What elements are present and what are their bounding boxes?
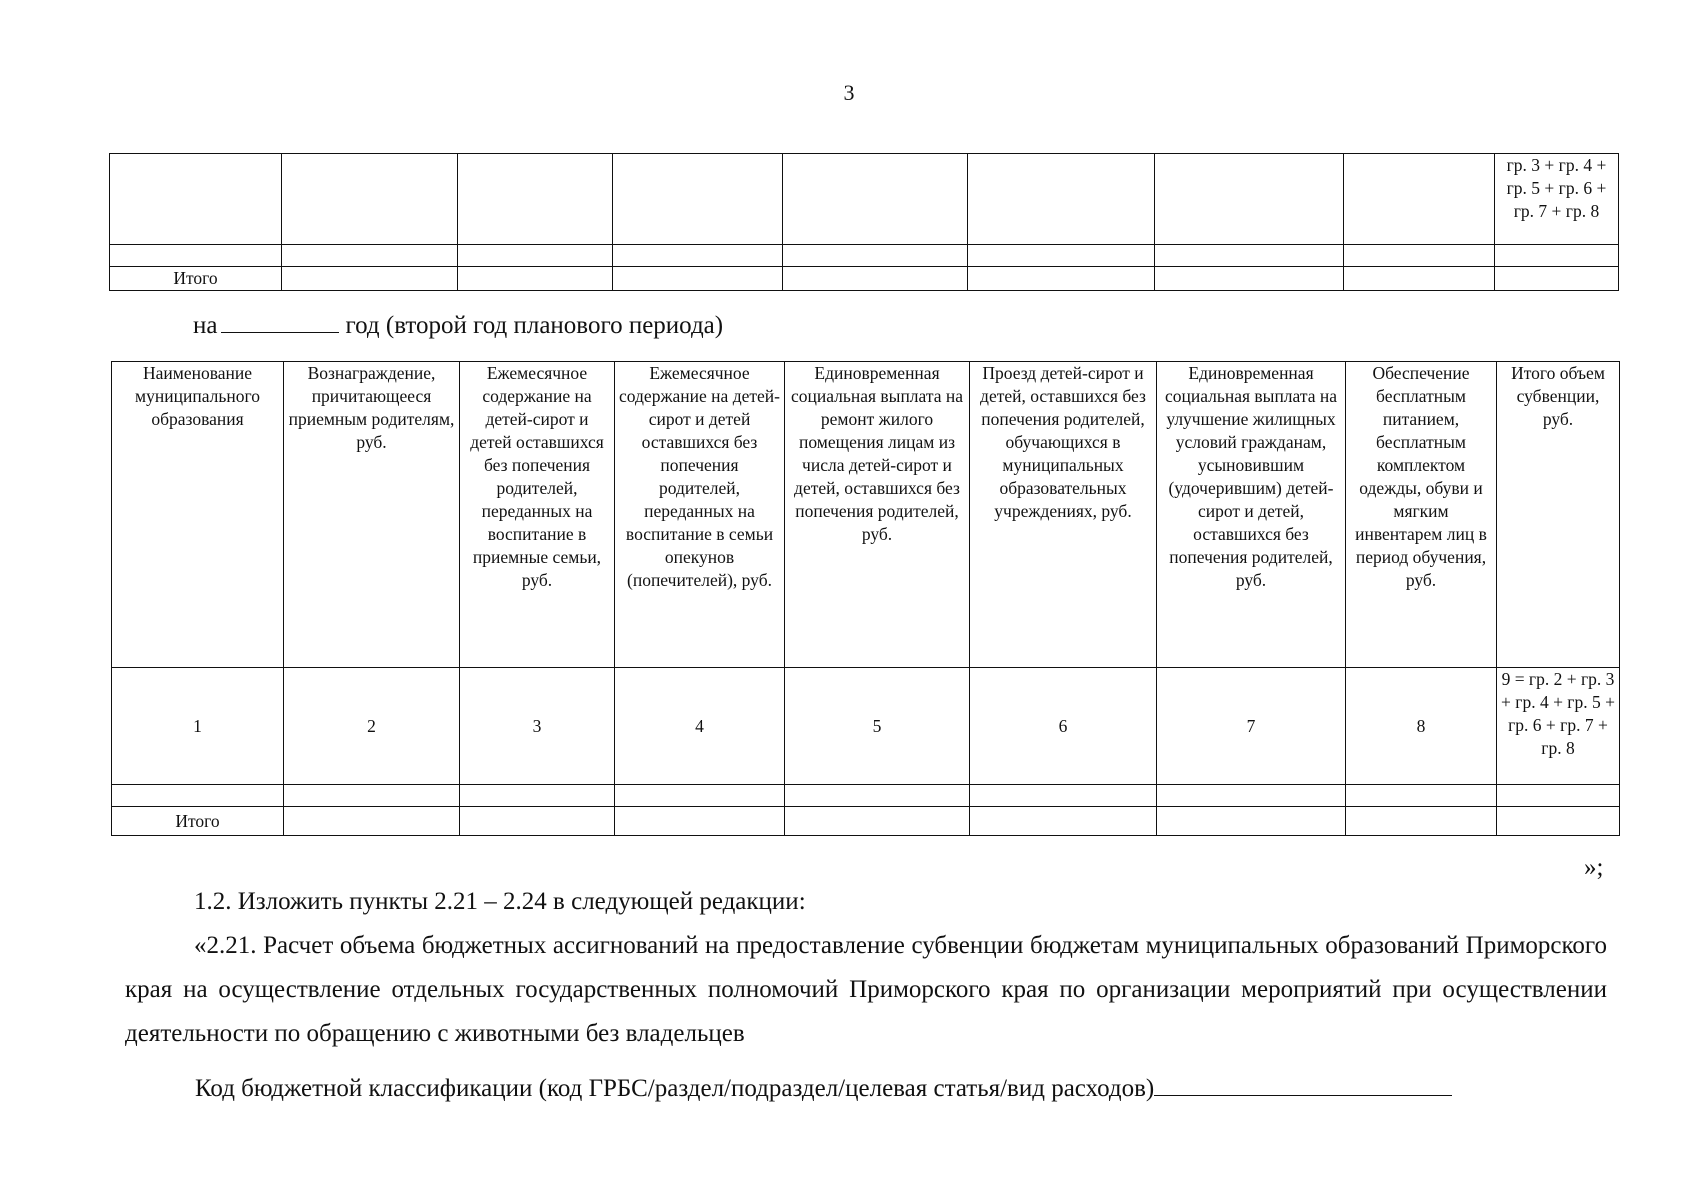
column-number: 2	[284, 668, 460, 785]
closing-quote: »;	[1584, 854, 1604, 881]
header-remuneration: Вознаграждение, причитающееся приемным родителям, руб.	[284, 362, 460, 668]
paragraph-1-2: 1.2. Изложить пункты 2.21 – 2.24 в следующей редакции:	[194, 888, 806, 915]
period-heading	[193, 310, 723, 340]
paragraph-2-21: «2.21. Расчет объема бюджетных ассигнований на предоставление субвенции бюджетам муниципальных образований Приморского края на осуществление отдельных государственных полномочий Приморского края по организации мероприятий при осуществлении деятельности по обращению с животными без владельцев	[125, 932, 1607, 1047]
subvention-table	[111, 361, 1620, 836]
column-number: 6	[970, 668, 1157, 785]
header-free-provision: Обеспечение бесплатным питанием, бесплатным комплектом одежды, обуви и мягким инвентарем лиц в период обучения, руб.	[1346, 362, 1497, 668]
table-row	[110, 245, 1619, 267]
total-label: Итого	[112, 807, 284, 836]
continuation-table	[109, 153, 1619, 291]
header-guardian-families: Ежемесячное содержание на детей-сирот и детей оставшихся без попечения родителей, переданных на воспитание в семьи опекунов (попечителей), руб.	[615, 362, 785, 668]
formula-cell: гр. 3 + гр. 4 + гр. 5 + гр. 6 + гр. 7 + гр. 8	[1495, 154, 1619, 245]
heading-suffix: год (второй год планового периода)	[345, 312, 724, 339]
column-number-row	[112, 668, 1620, 785]
total-label: Итого	[110, 267, 282, 291]
column-number: 3	[460, 668, 615, 785]
table-cell	[458, 154, 613, 245]
header-housing-repair: Единовременная социальная выплата на ремонт жилого помещения лицам из числа детей-сирот и детей, оставшихся без попечения родителей, руб.	[785, 362, 970, 668]
budget-code-blank-line	[1154, 1073, 1452, 1096]
table-cell	[1344, 154, 1495, 245]
column-number: 8	[1346, 668, 1497, 785]
header-municipality: Наименование муниципального образования	[112, 362, 284, 668]
header-travel: Проезд детей-сирот и детей, оставшихся без попечения родителей, обучающихся в муниципальных образовательных учреждениях, руб.	[970, 362, 1157, 668]
column-number: 4	[615, 668, 785, 785]
table-cell	[968, 154, 1155, 245]
column-number: 7	[1157, 668, 1346, 785]
budget-code-label: Код бюджетной классификации (код ГРБС/раздел/подраздел/целевая статья/вид расходов)	[195, 1075, 1155, 1102]
header-housing-improvement: Единовременная социальная выплата на улучшение жилищных условий гражданам, усыновившим (удочерившим) детей-сирот и детей, оставшихся без попечения родителей, руб.	[1157, 362, 1346, 668]
budget-code-line	[195, 1071, 1452, 1107]
table-cell	[613, 154, 783, 245]
table-cell	[110, 154, 282, 245]
page-number: 3	[843, 80, 855, 105]
heading-prefix: на	[193, 312, 218, 339]
column-number: 1	[112, 668, 284, 785]
table-cell	[783, 154, 968, 245]
year-blank-line	[221, 310, 339, 333]
header-total-subvention: Итого объем субвенции, руб.	[1497, 362, 1620, 668]
header-row	[112, 362, 1620, 668]
continuation-formula-row	[110, 154, 1619, 245]
table-cell	[1155, 154, 1344, 245]
header-foster-families: Ежемесячное содержание на детей-сирот и детей оставшихся без попечения родителей, переданных на воспитание в приемные семьи, руб.	[460, 362, 615, 668]
table-cell	[282, 154, 458, 245]
total-row	[112, 807, 1620, 836]
table-row	[112, 785, 1620, 807]
total-row	[110, 267, 1619, 291]
column-number-formula: 9 = гр. 2 + гр. 3 + гр. 4 + гр. 5 + гр. 6 + гр. 7 + гр. 8	[1497, 668, 1620, 785]
column-number: 5	[785, 668, 970, 785]
